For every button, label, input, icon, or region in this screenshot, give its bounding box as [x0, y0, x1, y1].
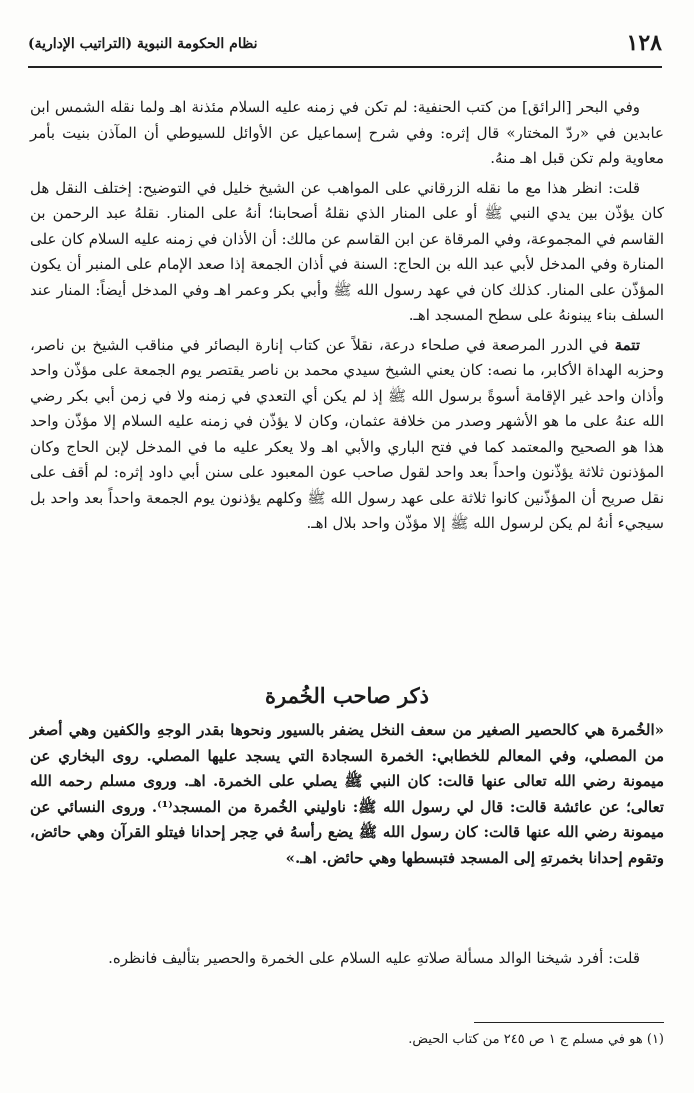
quoted-definition [30, 718, 664, 871]
paragraph-tatimma [30, 333, 664, 537]
footnote: (١) هو في مسلم ج ١ ص ٢٤٥ من كتاب الحيض. [408, 1032, 664, 1047]
page-header [28, 30, 662, 70]
page-number: ١٢٨ [626, 30, 662, 56]
paragraph-bahr: وفي البحر [الرائق] من كتب الحنفية: لم تكن في زمنه عليه السلام مئذنة اهـ ولما نقله الشمس ابن عابدين في «ردّ المختار» قال إثره: وفي شرح إسماعيل عن الأوائل للسيوطي أن المآذن بنيت بأمر معاوية ولم تكن قبل اهـ منهُ. [30, 98, 664, 167]
tatimma-text: في الدرر المرصعة في صلحاء درعة، نقلاً عن كتاب إنارة البصائر في مناقب الشيخ بن ناصر، وحزبه الهداة الأكابر، ما نصه: كان يعني الشيخ سيدي محمد بن ناصر يقتصر يوم الجمعة على مؤذّن واحد وأذان واحد غير الإقامة أسوةً برسول الله ﷺ إذ لم يكن أي التعدي في زمنه ولا في زمن أبي بكر رضي الله عنهُ على ما هو الأشهر وصدر من خلافة عثمان، وكان لا يؤذّن في زمنه عليه السلام إلا مؤذّن واحد هذا هو الصحيح والمعتمد كما في فتح الباري والأبي اهـ ولا يعكر عليه ما في المدخل لإبن الحاج وكان المؤذنون ثلاثة يؤذّنون واحداً بعد واحد لقول صاحب عون المعبود على سنن أبي داود إثره: لم أقف على نقل صريح أن المؤذّنين كانوا ثلاثة على عهد رسول الله ﷺ وكلهم يؤذنون يوم الجمعة واحداً بعد واحد بل سيجيء أنهُ لم يكن لرسول الله ﷺ إلا مؤذّن واحد بلال اهـ. [30, 335, 664, 532]
paragraph-qult-zurqani: قلت: انظر هذا مع ما نقله الزرقاني على المواهب عن الشيخ خليل في التوضيح: إختلف النقل هل كان يؤذّن بين يدي النبي ﷺ أو على المنار الذي نقلهُ أصحابنا؛ أنهُ على المنار. نقلهُ عبد الرحمن بن القاسم في المجموعة، وفي المرقاة عن ابن القاسم عن مالك: أن الأذان في زمنه عليه السلام كان على المنارة وفي المدخل لأبي عبد الله بن الحاج: السنة في أذان الجمعة إذا صعد الإمام على المنبر أن يكون المؤذّن على المنار. كذلك كان في عهد رسول الله ﷺ وأبي بكر وعمر اهـ وفي المدخل أيضاً: المنار عند السلف بناء يبنونهُ على سطح المسجد اهـ. [30, 178, 664, 324]
footnote-rule [474, 1022, 664, 1023]
running-title: نظام الحكومة النبوية (التراتيب الإدارية) [28, 36, 258, 52]
closing-text: قلت: أفرد شيخنا الوالد مسألة صلاتهِ عليه السلام على الخمرة والحصير بتأليف فانظره. [108, 949, 640, 967]
tatimma-lead: تتمة [614, 335, 640, 354]
closing-note [30, 946, 664, 972]
header-rule [28, 66, 662, 68]
section-heading: ذكر صاحب الخُمرة [265, 683, 429, 708]
main-text [30, 95, 664, 537]
quote-text: «الخُمرة هي كالحصير الصغير من سعف النخل يضفر بالسيور ونحوها بقدر الوجهِ والكفين وهي أصغر من المصلي، وفي المعالم للخطابي: الخمرة السجادة التي يسجد عليها المصلي. روى البخاري عن ميمونة رضي الله تعالى عنها قالت: كان النبي ﷺ يصلي على الخمرة. اهـ. وروى مسلم رحمه الله تعالى؛ عن عائشة قالت: قال لي رسول الله ﷺ: ناوليني الخُمرة من المسجد⁽¹⁾. وروى النسائي عن ميمونة رضي الله عنها قالت: كان رسول الله ﷺ يضع رأسهُ في حِجر إحدانا فيتلو القرآن وهي حائض، وتقوم إحدانا بخمرتهِ إلى المسجد فتبسطها وهي حائض. اهـ.» [30, 721, 664, 867]
